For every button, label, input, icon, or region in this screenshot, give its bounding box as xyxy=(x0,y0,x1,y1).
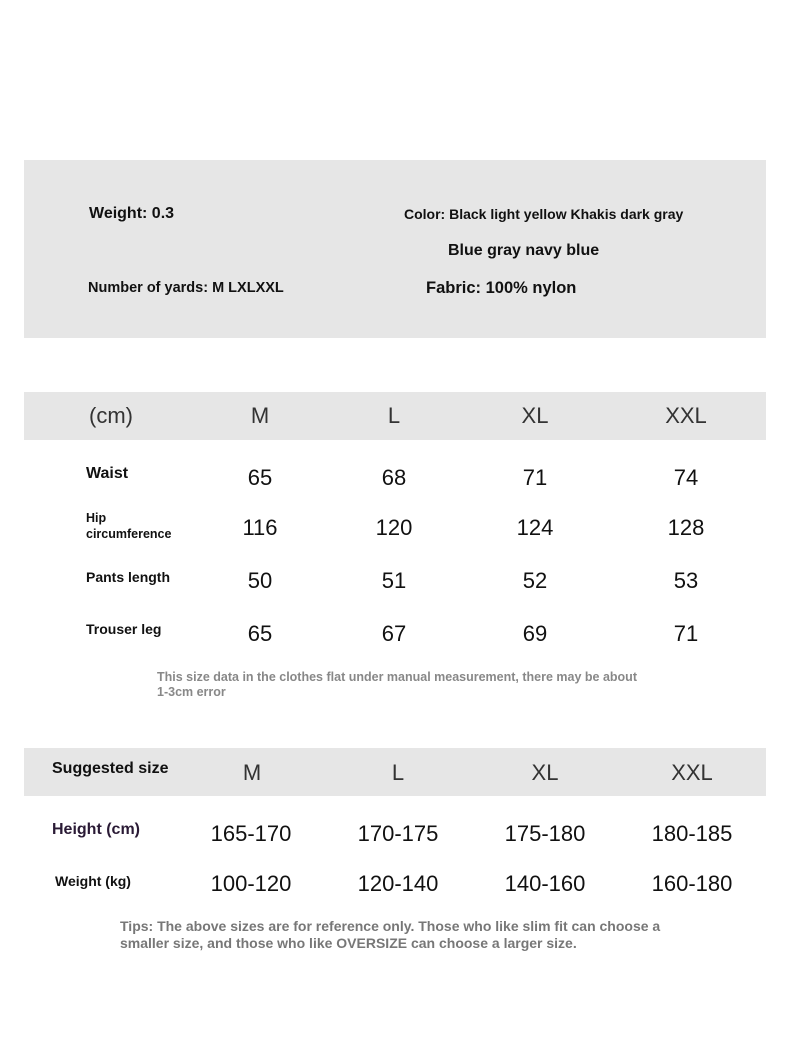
table-cell: 100-120 xyxy=(210,871,292,896)
table-cell: 74 xyxy=(673,465,699,490)
table-cell: 165-170 xyxy=(210,821,292,846)
table-cell: 52 xyxy=(522,568,548,593)
row-label-height: Height (cm) xyxy=(52,821,140,838)
unit-header: (cm) xyxy=(89,403,133,428)
color-text-line1: Color: Black light yellow Khakis dark gray xyxy=(404,206,684,222)
suggested-size-header: Suggested size xyxy=(52,760,169,777)
yards-text: Number of yards: M LXLXXL xyxy=(88,280,284,296)
table-cell: 140-160 xyxy=(504,871,586,896)
measurement-note: This size data in the clothes flat under manual measurement, there may be about 1-3cm error xyxy=(157,670,637,699)
table-cell: 116 xyxy=(242,515,278,540)
suggest-header-xxl: XXL xyxy=(671,760,713,785)
fabric-text: Fabric: 100% nylon xyxy=(426,279,577,297)
product-info-panel xyxy=(24,160,766,338)
row-label-pants-length: Pants length xyxy=(86,569,171,585)
suggest-header-l: L xyxy=(391,760,405,785)
row-label-weight: Weight (kg) xyxy=(55,873,131,889)
table-cell: 175-180 xyxy=(504,821,586,846)
table-cell: 120 xyxy=(375,515,413,540)
row-label-trouser-leg: Trouser leg xyxy=(86,621,162,637)
table-cell: 65 xyxy=(247,465,273,490)
table-cell: 65 xyxy=(247,621,273,646)
table-cell: 124 xyxy=(516,515,554,540)
size-header-xxl: XXL xyxy=(665,403,707,428)
table-cell: 53 xyxy=(673,568,699,593)
table-cell: 71 xyxy=(673,621,699,646)
table-cell: 69 xyxy=(522,621,548,646)
table-cell: 71 xyxy=(522,465,548,490)
size-header-xl: XL xyxy=(521,403,549,428)
size-header-m: M xyxy=(250,403,270,428)
tips-text: Tips: The above sizes are for reference only. Those who like slim fit can choose a smaller size, and those who like OVERSIZE can choose a larger size. xyxy=(120,918,661,951)
table-cell: 67 xyxy=(381,621,407,646)
table-cell: 170-175 xyxy=(357,821,439,846)
suggest-header-xl: XL xyxy=(531,760,559,785)
suggest-header-m: M xyxy=(242,760,262,785)
table-cell: 51 xyxy=(381,568,407,593)
color-text-line2: Blue gray navy blue xyxy=(448,242,600,259)
table-cell: 50 xyxy=(247,568,273,593)
row-label-hip: Hip circumference xyxy=(86,511,172,541)
table-cell: 128 xyxy=(667,515,705,540)
table-cell: 160-180 xyxy=(651,871,733,896)
table-cell: 68 xyxy=(381,465,407,490)
table-cell: 120-140 xyxy=(357,871,439,896)
row-label-waist: Waist xyxy=(86,465,129,482)
size-header-l: L xyxy=(387,403,401,428)
table-cell: 180-185 xyxy=(651,821,733,846)
weight-text: Weight: 0.3 xyxy=(89,205,175,222)
